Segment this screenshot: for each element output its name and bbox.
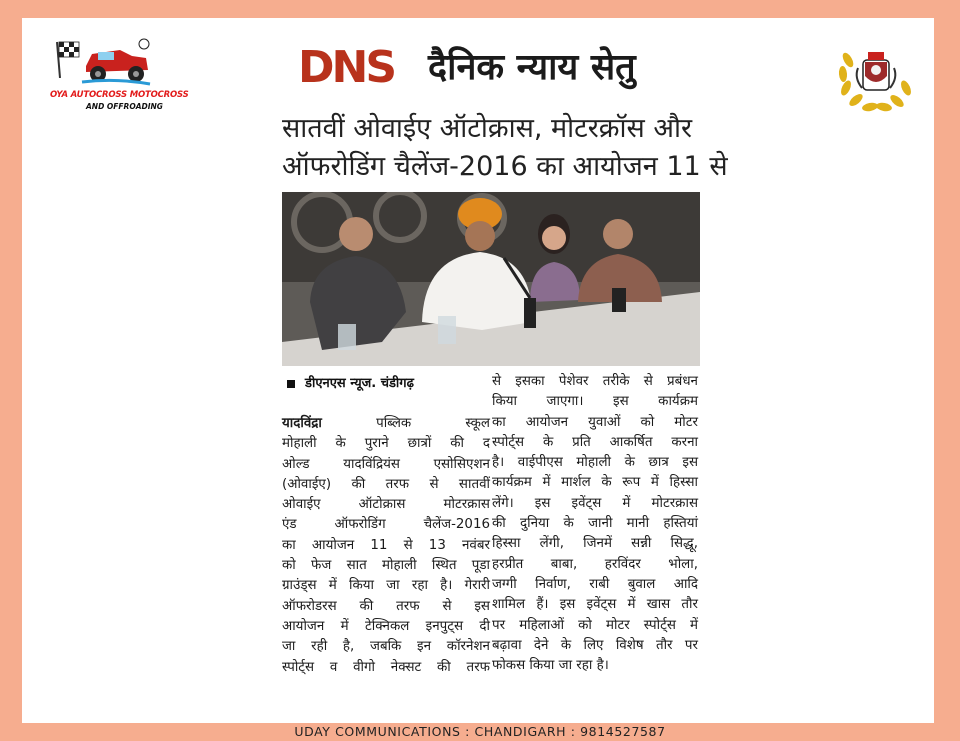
column2-line-5: कार्यक्रम में मार्शल के रूप में हिस्सा bbox=[492, 475, 698, 491]
jeep-icon bbox=[80, 38, 152, 86]
headline-line-1: सातवीं ओवाईए ऑटोक्रास, मोटरक्रॉस और bbox=[282, 113, 693, 144]
checkered-flag-icon bbox=[54, 38, 82, 78]
logo-left-line2: AND OFFROADING bbox=[86, 102, 163, 111]
column2-line-12: पर महिलाओं को मोटर स्पोर्ट्स में bbox=[492, 617, 698, 633]
newspaper-clipping bbox=[22, 18, 934, 723]
column2-line-1: किया जाएगा। इस कार्यक्रम bbox=[492, 394, 698, 410]
article-column-1 bbox=[282, 414, 490, 678]
column2-line-8: हिस्सा लेंगी, जिनमें सन्नी सिद्धू, bbox=[492, 536, 698, 552]
photo-caption bbox=[287, 373, 414, 391]
column1-line-2: ओल्ड यादविंद्रियंस एसोसिएशन bbox=[282, 456, 490, 472]
column2-line-6: लेंगे। इस इवेंट्स में मोटरक्रास bbox=[492, 495, 698, 511]
old-yadavindrians-association-logo bbox=[832, 30, 920, 118]
column2-line-11: शामिल हैं। इस इवेंट्स में खास तौर bbox=[492, 597, 698, 613]
column1-line-4: ओवाईए ऑटोक्रास मोटरक्रास bbox=[282, 497, 490, 513]
column2-line-14: फोकस किया जा रहा है। bbox=[492, 658, 609, 674]
column1-line-6: का आयोजन 11 से 13 नवंबर bbox=[282, 537, 490, 553]
caption-text: डीएनएस न्यूज. चंडीगढ़ bbox=[305, 376, 414, 391]
caption-bullet bbox=[287, 380, 295, 388]
column1-line-5: एंड ऑफरोडिंग चैलेंज-2016 bbox=[282, 517, 490, 533]
logo-left-line1: OYA AUTOCROSS MOTOCROSS bbox=[50, 90, 189, 100]
dns-logo bbox=[298, 42, 394, 94]
column1-line-8: ग्राउंड्स में किया जा रहा है। गेरारी bbox=[282, 578, 490, 594]
article-column-2 bbox=[492, 372, 698, 676]
column2-line-9: हरप्रीत बाबा, हरविंदर भोला, bbox=[492, 556, 698, 572]
column1-line-0: पब्लिक स्कूल bbox=[376, 416, 490, 431]
dns-logo-text: DNS bbox=[298, 42, 395, 93]
masthead bbox=[298, 42, 698, 94]
paper-name: दैनिक न्याय सेतु bbox=[428, 47, 636, 88]
association-crest-icon bbox=[832, 30, 920, 118]
column2-line-0: से इसका पेशेवर तरीके से प्रबंधन bbox=[492, 374, 698, 389]
article-lead-word: यादविंद्रा bbox=[282, 416, 322, 431]
column2-line-4: है। वाईपीएस मोहाली के छात्र इस bbox=[492, 455, 698, 471]
headline-line-2: ऑफरोडिंग चैलेंज-2016 का आयोजन 11 से bbox=[282, 151, 728, 182]
column1-line-9: ऑफरोडरस की तरफ से इस bbox=[282, 598, 490, 614]
column2-line-10: जग्गी निर्वाण, राबी बुवाल आदि bbox=[492, 576, 698, 592]
column2-line-2: का आयोजन युवाओं को मोटर bbox=[492, 414, 698, 430]
column2-line-3: स्पोर्ट्स के प्रति आकर्षित करना bbox=[492, 434, 698, 450]
column2-line-13: बढ़ावा देने के लिए विशेष तौर पर bbox=[492, 637, 698, 653]
column1-line-10: आयोजन में टेक्निकल इनपुट्स दी bbox=[282, 618, 490, 634]
column1-line-1: मोहाली के पुराने छात्रों की द bbox=[282, 436, 490, 452]
press-conference-photo bbox=[282, 192, 700, 366]
column2-line-7: की दुनिया के जानी मानी हस्तियां bbox=[492, 516, 698, 532]
column1-line-3: (ओवाईए) की तरफ से सातवीं bbox=[282, 476, 490, 492]
column1-line-11: जा रही है, जबकि इन कॉरनेशन bbox=[282, 639, 490, 655]
headline bbox=[282, 110, 728, 186]
footer-credit: UDAY COMMUNICATIONS : CHANDIGARH : 9814527587 bbox=[294, 724, 666, 739]
column1-line-12: स्पोर्ट्स व वीगो नेक्सट की तरफ bbox=[282, 659, 490, 675]
column1-line-7: को फेज सात मोहाली स्थित पूडा bbox=[282, 558, 490, 574]
column1-line bbox=[282, 414, 490, 434]
press-conference-image bbox=[282, 192, 700, 366]
oya-autocross-logo bbox=[50, 32, 189, 116]
